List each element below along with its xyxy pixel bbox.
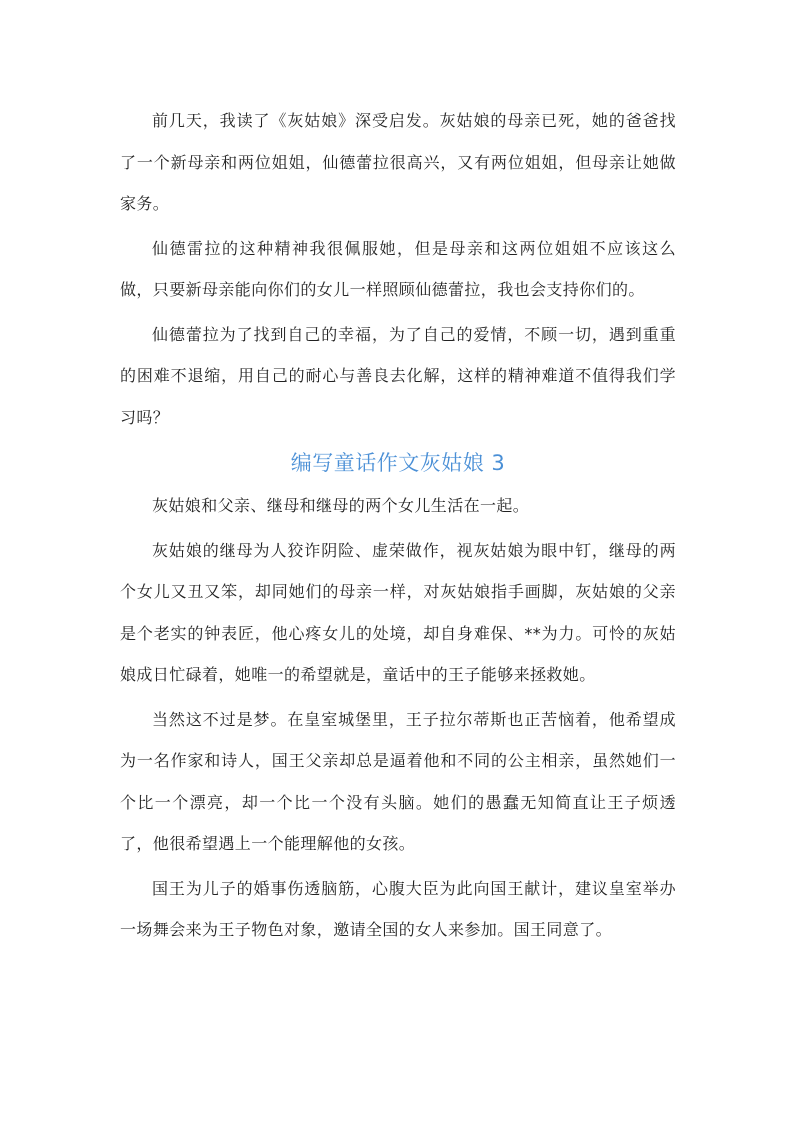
paragraph: 当然这不过是梦。在皇室城堡里，王子拉尔蒂斯也正苦恼着，他希望成为一名作家和诗人，国王父亲却总是逼着他和不同的公主相亲，虽然她们一个比一个漂亮，却一个比一个没有头脑。她们的愚蠢无知简直让王子烦透了，他很希望遇上一个能理解他的女孩。 xyxy=(120,709,676,853)
document-body xyxy=(120,100,676,954)
paragraph: 国王为儿子的婚事伤透脑筋，心腹大臣为此向国王献计，建议皇室举办一场舞会来为王子物色对象，邀请全国的女人来参加。国王同意了。 xyxy=(120,878,676,939)
paragraph: 灰姑娘的继母为人狡诈阴险、虚荣做作，视灰姑娘为眼中钉，继母的两个女儿又丑又笨，却同她们的母亲一样，对灰姑娘指手画脚，灰姑娘的父亲是个老实的钟表匠，他心疼女儿的处境，却自身难保、**为力。可怜的灰姑娘成日忙碌着，她唯一的希望就是，童话中的王子能够来拯救她。 xyxy=(120,540,676,684)
paragraph: 仙德雷拉的这种精神我很佩服她，但是母亲和这两位姐姐不应该这么做，只要新母亲能向你们的女儿一样照顾仙德蕾拉，我也会支持你们的。 xyxy=(120,238,676,299)
paragraph: 仙德蕾拉为了找到自己的幸福，为了自己的爱情，不顾一切，遇到重重的困难不退缩，用自己的耐心与善良去化解，这样的精神难道不值得我们学习吗？ xyxy=(120,324,676,427)
section-heading: 编写童话作文灰姑娘 3 xyxy=(290,451,506,475)
paragraph: 灰姑娘和父亲、继母和继母的两个女儿生活在一起。 xyxy=(152,496,530,515)
paragraph: 前几天，我读了《灰姑娘》深受启发。灰姑娘的母亲已死，她的爸爸找了一个新母亲和两位姐姐，仙德蕾拉很高兴，又有两位姐姐，但母亲让她做家务。 xyxy=(120,111,676,213)
